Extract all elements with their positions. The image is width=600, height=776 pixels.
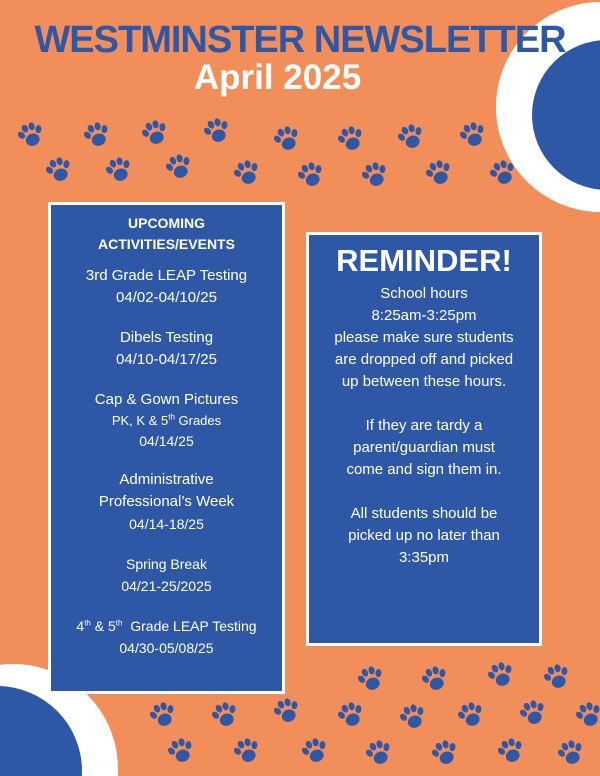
paw-print-icon	[426, 734, 464, 772]
paw-print-icon	[514, 694, 552, 732]
paw-print-icon	[332, 120, 370, 158]
paw-print-icon	[570, 696, 600, 734]
events-heading-line1: UPCOMING	[128, 215, 205, 231]
reminder-line: 3:35pm	[398, 549, 450, 566]
spacer	[309, 481, 539, 503]
paw-print-icon	[492, 732, 530, 770]
grade-number: & 5	[90, 618, 116, 634]
event-date: 04/14-18/25	[129, 516, 204, 532]
paw-print-icon	[198, 112, 236, 150]
reminder-panel	[306, 232, 542, 646]
grade-number: 4	[76, 618, 85, 634]
event-grades-prefix: PK, K & 5	[111, 413, 169, 428]
upcoming-events-panel	[48, 202, 285, 694]
paw-print-icon	[228, 732, 266, 770]
paw-print-icon	[360, 734, 398, 772]
paw-print-icon	[454, 116, 492, 154]
event-item	[51, 553, 282, 597]
paw-print-icon	[452, 696, 490, 734]
event-date: 04/14/25	[139, 433, 194, 449]
paw-print-icon	[78, 116, 116, 154]
paw-print-icon	[296, 732, 334, 770]
reminder-title: REMINDER!	[336, 243, 512, 278]
event-item	[51, 265, 282, 309]
event-name-rest: Grade LEAP Testing	[122, 618, 257, 634]
reminder-line: please make sure students	[334, 329, 514, 346]
event-name: Cap & Gown Pictures	[94, 391, 239, 408]
event-item	[51, 389, 282, 451]
events-heading	[51, 213, 282, 255]
event-name: Spring Break	[126, 556, 207, 572]
event-item	[51, 327, 282, 371]
event-name	[51, 615, 282, 637]
event-date: 04/21-25/2025	[121, 578, 212, 594]
reminder-line: If they are tardy a	[365, 417, 483, 434]
paw-print-icon	[12, 116, 50, 154]
event-name-line2: Professional’s Week	[98, 493, 235, 510]
event-name-line1: Administrative	[119, 471, 214, 488]
paw-print-icon	[482, 656, 520, 694]
paw-print-icon	[162, 732, 200, 770]
paw-print-icon	[356, 156, 394, 194]
reminder-line: come and sign them in.	[346, 461, 502, 478]
paw-print-icon	[552, 734, 590, 772]
paw-print-icon	[332, 696, 370, 734]
paw-print-icon	[268, 692, 306, 730]
reminder-line: picked up no later than	[348, 527, 500, 544]
paw-print-icon	[352, 660, 390, 698]
ordinal-suffix: th	[168, 412, 175, 422]
paw-print-icon	[394, 698, 432, 736]
reminder-line: School hours	[380, 285, 468, 302]
events-heading-line2: ACTIVITIES/EVENTS	[98, 236, 235, 252]
paw-print-icon	[228, 154, 266, 192]
event-date: 04/30-05/08/25	[119, 640, 214, 656]
paw-print-icon	[416, 660, 454, 698]
paw-print-icon	[538, 658, 576, 696]
event-grades	[51, 411, 282, 431]
event-date: 04/02-04/10/25	[116, 289, 217, 306]
paw-print-icon	[100, 151, 138, 189]
event-name: Dibels Testing	[119, 329, 214, 346]
paw-print-icon	[144, 696, 182, 734]
event-grades-suffix: Grades	[174, 413, 222, 428]
reminder-line: are dropped off and picked	[334, 351, 514, 368]
reminder-line: All students should be	[350, 505, 498, 522]
event-item	[51, 615, 282, 659]
paw-print-icon	[40, 151, 78, 189]
paw-print-icon	[392, 118, 430, 156]
ordinal-suffix: th	[84, 618, 91, 628]
reminder-line: 8:25am-3:25pm	[371, 307, 477, 324]
paw-print-icon	[292, 156, 330, 194]
reminder-line: up between these hours.	[341, 373, 507, 390]
newsletter-date: April 2025	[193, 58, 362, 97]
paw-print-icon	[160, 148, 198, 186]
newsletter-title: WESTMINSTER NEWSLETTER	[34, 19, 566, 61]
ordinal-suffix: th	[115, 618, 123, 628]
paw-print-icon	[420, 154, 458, 192]
event-name: 3rd Grade LEAP Testing	[85, 267, 248, 284]
reminder-line: parent/guardian must	[353, 439, 495, 456]
paw-print-icon	[136, 114, 174, 152]
paw-print-icon	[268, 120, 306, 158]
spacer	[309, 393, 539, 415]
paw-print-icon	[206, 696, 244, 734]
event-item	[51, 469, 282, 535]
event-date: 04/10-04/17/25	[116, 351, 217, 368]
